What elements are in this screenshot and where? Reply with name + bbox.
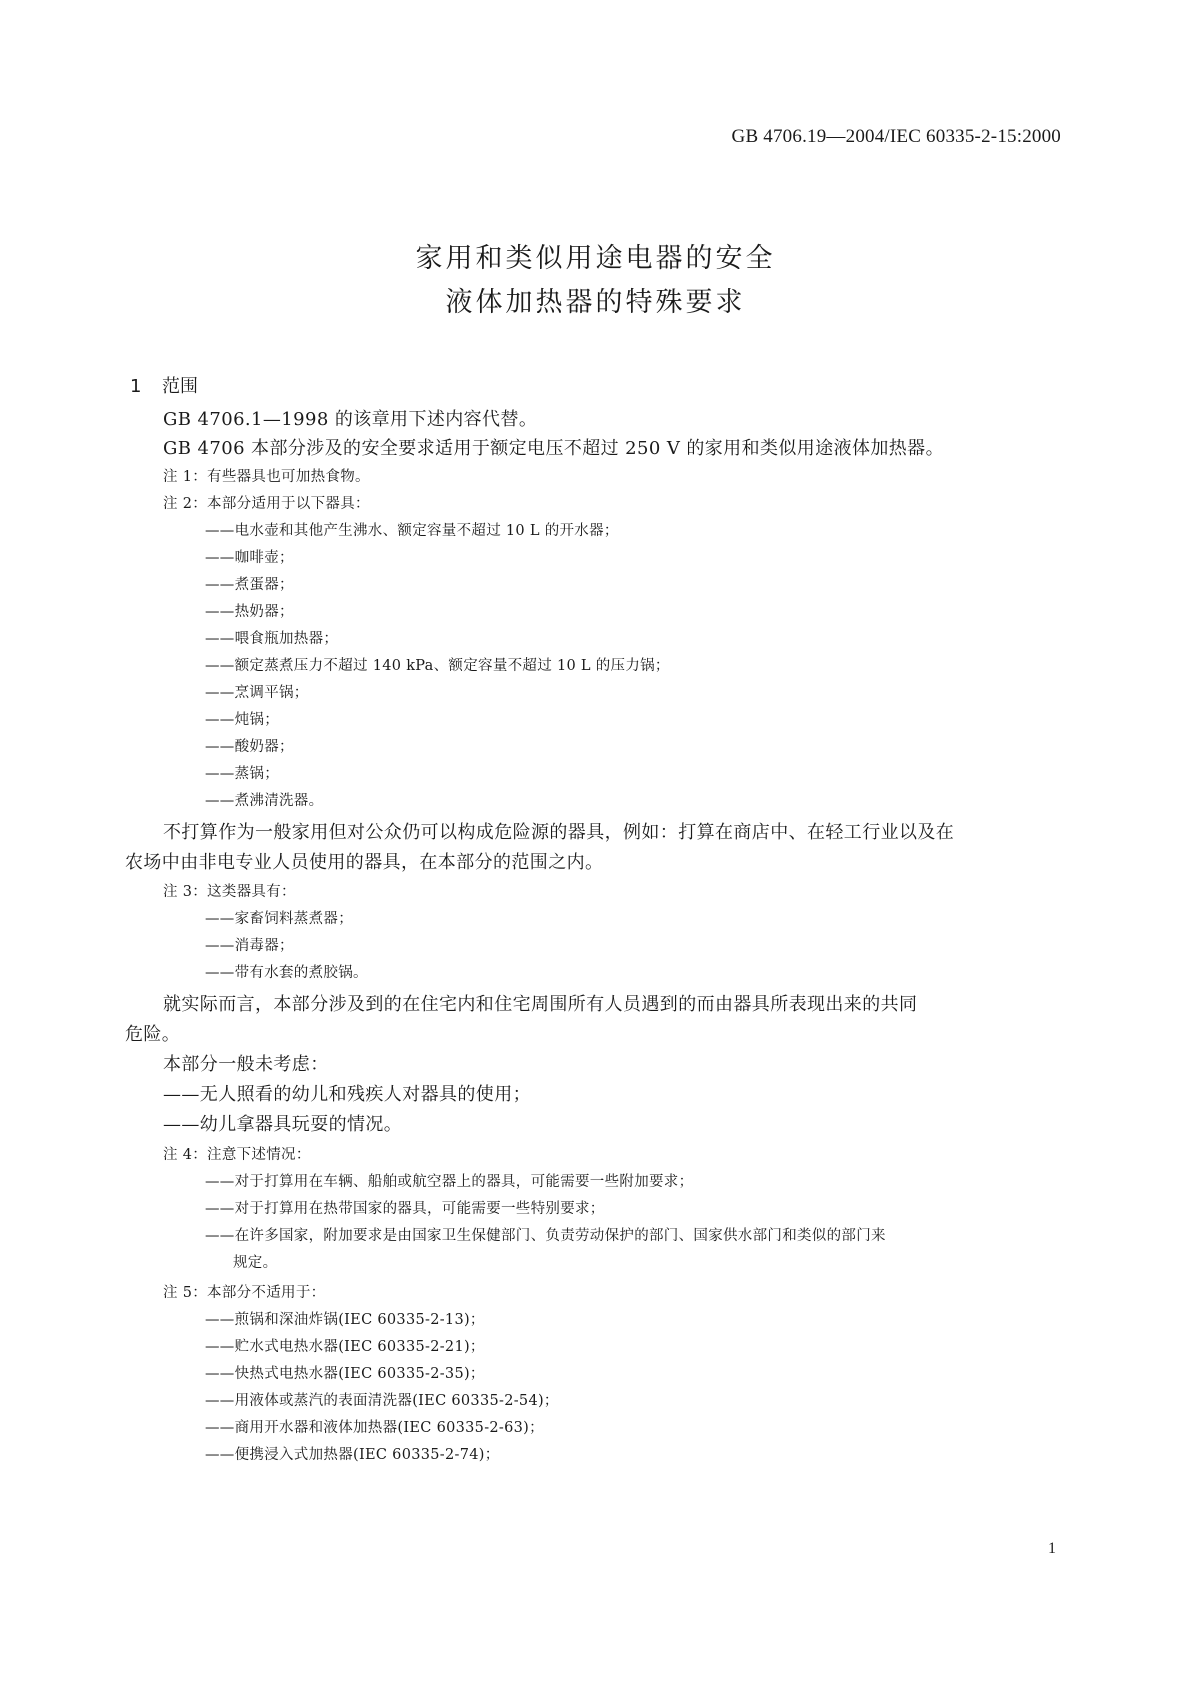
list-item: ——咖啡壶； (205, 550, 294, 566)
paragraph: GB 4706 本部分涉及的安全要求适用于额定电压不超过 250 V 的家用和类似用途液体加热器。 (163, 438, 944, 459)
list-item: ——额定蒸煮压力不超过 140 kPa、额定容量不超过 10 L 的压力锅； (205, 658, 670, 674)
paragraph: 危险。 (125, 1024, 181, 1045)
page-number: 1 (1048, 1540, 1056, 1557)
section-heading (130, 372, 198, 398)
note: 注 5：本部分不适用于： (163, 1285, 326, 1301)
list-item: ——贮水式电热水器(IEC 60335-2-21)； (205, 1339, 485, 1355)
note: 注 3：这类器具有： (163, 884, 296, 900)
list-item: ——无人照看的幼儿和残疾人对器具的使用； (163, 1084, 531, 1105)
list-item: ——带有水套的煮胶锅。 (205, 965, 368, 981)
note: 注 2：本部分适用于以下器具： (163, 496, 370, 512)
list-item: ——消毒器； (205, 938, 294, 954)
paragraph: 本部分一般未考虑： (163, 1054, 329, 1075)
list-item: ——幼儿拿器具玩耍的情况。 (163, 1114, 403, 1135)
list-item: ——电水壶和其他产生沸水、额定容量不超过 10 L 的开水器； (205, 523, 619, 539)
paragraph: 就实际而言，本部分涉及到的在住宅内和住宅周围所有人员遇到的而由器具所表现出来的共同 (163, 994, 918, 1015)
note: 注 1：有些器具也可加热食物。 (163, 469, 370, 485)
note: 注 4：注意下述情况： (163, 1147, 311, 1163)
list-item: ——煮蛋器； (205, 577, 294, 593)
list-item: ——蒸锅； (205, 766, 279, 782)
list-item: ——对于打算用在热带国家的器具，可能需要一些特别要求； (205, 1201, 605, 1217)
list-item: ——家畜饲料蒸煮器； (205, 911, 353, 927)
section-title: 范围 (162, 376, 198, 397)
standard-number: GB 4706.19—2004/IEC 60335-2-15:2000 (731, 126, 1061, 147)
list-item: ——商用开水器和液体加热器(IEC 60335-2-63)； (205, 1420, 544, 1436)
list-item: ——热奶器； (205, 604, 294, 620)
list-item: ——喂食瓶加热器； (205, 631, 339, 647)
list-item: ——烹调平锅； (205, 685, 309, 701)
document-title-line-2: 液体加热器的特殊要求 (445, 287, 746, 318)
list-item-continuation: 规定。 (233, 1255, 278, 1271)
list-item: ——便携浸入式加热器(IEC 60335-2-74)； (205, 1447, 500, 1463)
list-item: ——煎锅和深油炸锅(IEC 60335-2-13)； (205, 1312, 485, 1328)
list-item: ——在许多国家，附加要求是由国家卫生保健部门、负责劳动保护的部门、国家供水部门和类似的部门来 (205, 1228, 886, 1244)
section-number: 1 (130, 376, 142, 397)
list-item: ——用液体或蒸汽的表面清洗器(IEC 60335-2-54)； (205, 1393, 559, 1409)
paragraph: GB 4706.1—1998 的该章用下述内容代替。 (163, 409, 538, 430)
list-item: ——炖锅； (205, 712, 279, 728)
list-item: ——对于打算用在车辆、船舶或航空器上的器具，可能需要一些附加要求； (205, 1174, 694, 1190)
list-item: ——煮沸清洗器。 (205, 793, 324, 809)
list-item: ——快热式电热水器(IEC 60335-2-35)； (205, 1366, 485, 1382)
list-item: ——酸奶器； (205, 739, 294, 755)
paragraph: 农场中由非电专业人员使用的器具，在本部分的范围之内。 (125, 852, 604, 873)
document-title-line-1: 家用和类似用途电器的安全 (415, 243, 776, 274)
paragraph: 不打算作为一般家用但对公众仍可以构成危险源的器具，例如：打算在商店中、在轻工行业以及在 (163, 822, 955, 843)
